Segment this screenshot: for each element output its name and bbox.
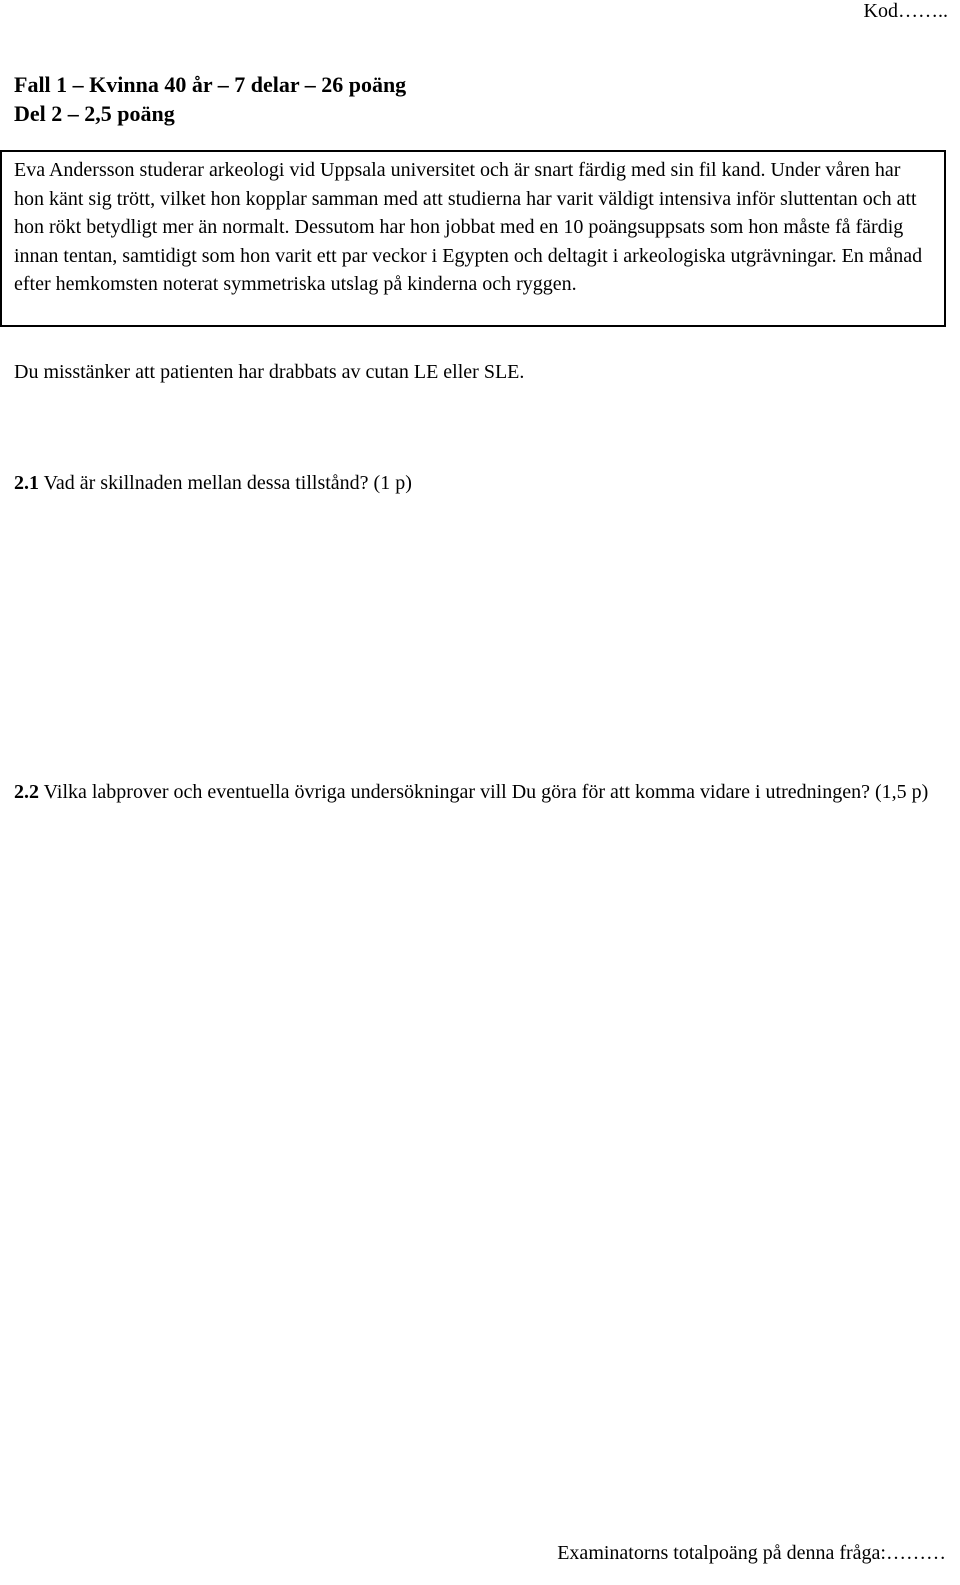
code-label: Kod……..	[863, 0, 948, 22]
question-2-1	[14, 469, 412, 498]
case-description-box	[0, 150, 946, 327]
examiner-total-points: Examinatorns totalpoäng på denna fråga:………	[557, 1542, 946, 1564]
question-number: 2.2	[14, 781, 39, 803]
question-2-2	[14, 778, 944, 807]
case-description-text: Eva Andersson studerar arkeologi vid Uppsala universitet och är snart färdig med sin fil kand. Under våren har hon känt sig trött, vilket hon kopplar samman med att studierna har varit väldigt intensiva inför sluttentan och att hon rökt betydligt mer än normalt. Dessutom har hon jobbat med en 10 poängsuppsats som hon måste få färdig innan tentan, samtidigt som hon varit ett par veckor i Egypten och deltagit i arkeologiska utgrävningar. En månad efter hemkomsten noterat symmetriska utslag på kinderna och ryggen.	[14, 159, 923, 295]
suspicion-statement: Du misstänker att patienten har drabbats av cutan LE eller SLE.	[14, 361, 525, 383]
question-text: Vad är skillnaden mellan dessa tillstånd? (1 p)	[43, 472, 412, 494]
case-title: Fall 1 – Kvinna 40 år – 7 delar – 26 poäng	[14, 72, 407, 97]
question-text: Vilka labprover och eventuella övriga undersökningar vill Du göra för att komma vidare i utredningen? (1,5 p)	[43, 781, 929, 803]
question-number: 2.1	[14, 472, 39, 494]
part-title: Del 2 – 2,5 poäng	[14, 101, 175, 126]
case-heading	[14, 70, 406, 128]
